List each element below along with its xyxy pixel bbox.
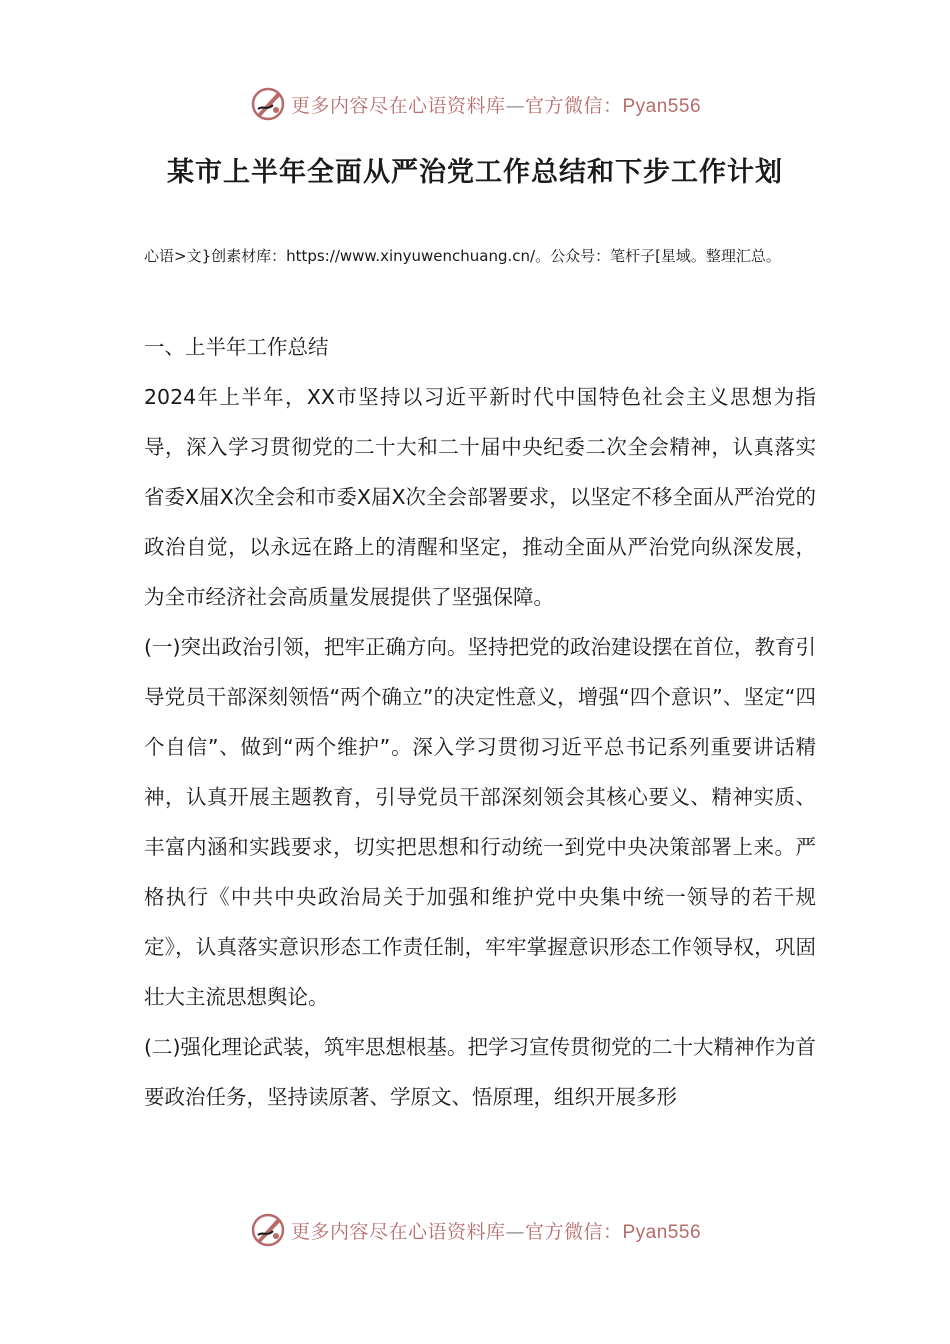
header-banner bbox=[0, 82, 950, 126]
quill-pen-logo-icon bbox=[249, 1211, 287, 1249]
source-note: 心语>文}创素材库：https://www.xinyuwenchuang.cn/。公众号：笔杆子[星域。整理汇总。 bbox=[144, 247, 781, 265]
document-body bbox=[144, 322, 816, 1122]
paragraph: (一)突出政治引领，把牢正确方向。坚持把党的政治建设摆在首位，教育引导党员干部深刻领悟“两个确立”的决定性意义，增强“四个意识”、坚定“四个自信”、做到“两个维护”。深入学习贯彻习近平总书记系列重要讲话精神，认真开展主题教育，引导党员干部深刻领会其核心要义、精神实质、丰富内涵和实践要求，切实把思想和行动统一到党中央决策部署上来。严格执行《中共中央政治局关于加强和维护党中央集中统一领导的若干规定》，认真落实意识形态工作责任制，牢牢掌握意识形态工作领导权，巩固壮大主流思想舆论。 bbox=[144, 635, 816, 1009]
banner-wechat-id: Pyan556 bbox=[622, 95, 702, 117]
paragraph: 2024年上半年，XX市坚持以习近平新时代中国特色社会主义思想为指导，深入学习贯彻党的二十大和二十届中央纪委二次全会精神，认真落实省委X届X次全会和市委X届X次全会部署要求，以坚定不移全面从严治党的政治自觉，以永远在路上的清醒和坚定，推动全面从严治党向纵深发展，为全市经济社会高质量发展提供了坚强保障。 bbox=[144, 385, 816, 609]
footer-banner bbox=[0, 1208, 950, 1252]
banner-wechat-label: 官方微信： bbox=[524, 1220, 623, 1243]
paragraph: (二)强化理论武装，筑牢思想根基。把学习宣传贯彻党的二十大精神作为首要政治任务，坚持读原著、学原文、悟原理，组织开展多形 bbox=[144, 1035, 816, 1109]
banner-library-text: 更多内容尽在心语资料库 bbox=[290, 94, 506, 117]
document-title: 某市上半年全面从严治党工作总结和下步工作计划 bbox=[167, 157, 783, 188]
banner-wechat-label: 官方微信： bbox=[524, 94, 623, 117]
banner-text bbox=[291, 91, 701, 118]
section-heading: 一、上半年工作总结 bbox=[144, 335, 329, 359]
banner-separator: — bbox=[505, 94, 525, 117]
banner-library-text: 更多内容尽在心语资料库 bbox=[290, 1220, 506, 1243]
quill-pen-logo-icon bbox=[249, 85, 287, 123]
banner-text bbox=[291, 1217, 701, 1244]
banner-wechat-id: Pyan556 bbox=[622, 1221, 702, 1243]
banner-separator: — bbox=[505, 1220, 525, 1243]
